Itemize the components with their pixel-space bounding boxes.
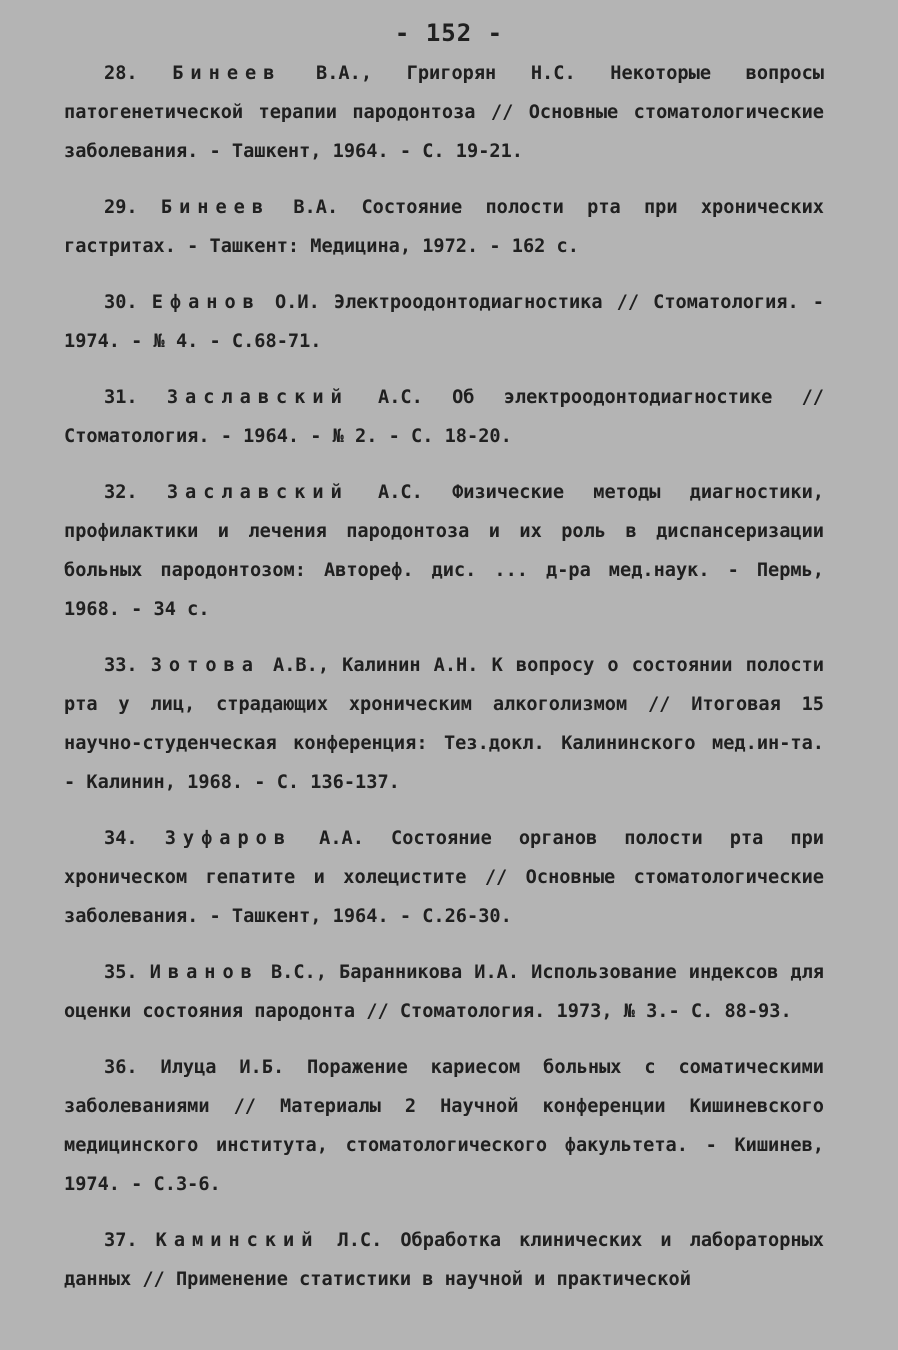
entry-number: 35. <box>104 962 138 983</box>
entry-initials: О.И. <box>274 292 320 313</box>
entry-text: Баранникова И.А. Использование индексов для оценки состояния пародонта // Стоматология. 1973, № 3.- С. 88-93. <box>64 962 824 1022</box>
bibliography-entry <box>64 646 824 802</box>
entry-initials: А.С. <box>378 387 423 408</box>
entry-number: 36. <box>104 1057 138 1078</box>
entry-text: Состояние полости рта при хронических гастритах. - Ташкент: Медицина, 1972. - 162 с. <box>64 197 824 257</box>
entry-author: Заславский <box>166 387 349 408</box>
entry-initials: А.В., <box>273 655 330 676</box>
bibliography-entry <box>64 953 824 1031</box>
entry-number: 30. <box>104 292 138 313</box>
entry-author: Ефанов <box>151 292 261 313</box>
bibliography-entry <box>64 283 824 361</box>
entry-author: Зотова <box>150 655 260 676</box>
entry-number: 29. <box>104 197 138 218</box>
bibliography-entry <box>64 473 824 629</box>
entry-author: Бинеев <box>172 63 282 84</box>
entry-initials: В.А., <box>316 63 373 84</box>
bibliography-entry <box>64 1048 824 1204</box>
entry-number: 37. <box>104 1230 138 1251</box>
page-number: - 152 - <box>394 19 504 47</box>
entry-text: Илуца И.Б. Поражение кариесом больных с соматическими заболеваниями // Материалы 2 Научной конференции Кишиневского медицинского института, стоматологического факультета. - Кишинев, 1974. - С.3-6. <box>64 1057 824 1195</box>
entry-author: Бинеев <box>160 197 271 218</box>
entry-text: Калинин А.Н. К вопросу о состоянии полости рта у лиц, страдающих хроническим алкоголизмом // Итоговая 15 научно-студенческая конференция: Тез.докл. Калининского мед.ин-та. - Калинин, 1968. - С. 136-137. <box>64 655 824 793</box>
entry-initials: А.С. <box>378 482 423 503</box>
entry-initials: А.А. <box>319 828 364 849</box>
entry-text: Физические методы диагностики, профилактики и лечения пародонтоза и их роль в диспансеризации больных пародонтозом: Автореф. дис. ... д-ра мед.наук. - Пермь, 1968. - 34 с. <box>64 482 824 620</box>
bibliography-entry <box>64 54 824 171</box>
entry-number: 32. <box>104 482 138 503</box>
bibliography-list <box>64 54 824 1316</box>
bibliography-entry <box>64 188 824 266</box>
entry-initials: Л.С. <box>337 1230 383 1251</box>
entry-number: 31. <box>104 387 138 408</box>
entry-text: Григорян Н.С. Некоторые вопросы патогенетической терапии пародонтоза // Основные стоматологические заболевания. - Ташкент, 1964. - С. 19-21. <box>64 63 825 162</box>
bibliography-entry <box>64 1221 824 1299</box>
entry-text: Обработка клинических и лабораторных данных // Применение статистики в научной и практической <box>64 1230 824 1290</box>
entry-number: 33. <box>104 655 138 676</box>
entry-initials: В.А. <box>293 197 339 218</box>
entry-text: Состояние органов полости рта при хроническом гепатите и холецистите // Основные стоматологические заболевания. - Ташкент, 1964. - С.26-30. <box>64 828 824 927</box>
bibliography-entry <box>64 378 824 456</box>
bibliography-entry <box>64 819 824 936</box>
entry-initials: В.С., <box>270 962 327 983</box>
entry-author: Иванов <box>149 962 259 983</box>
entry-author: Каминский <box>155 1230 320 1251</box>
entry-text: Электроодонтодиагностика // Стоматология. - 1974. - № 4. - С.68-71. <box>64 292 824 352</box>
entry-author: Заславский <box>166 482 349 503</box>
entry-author: Зуфаров <box>164 828 293 849</box>
entry-text: Об электроодонтодиагностике // Стоматология. - 1964. - № 2. - С. 18-20. <box>64 387 824 447</box>
entry-number: 34. <box>104 828 138 849</box>
entry-number: 28. <box>104 63 138 84</box>
